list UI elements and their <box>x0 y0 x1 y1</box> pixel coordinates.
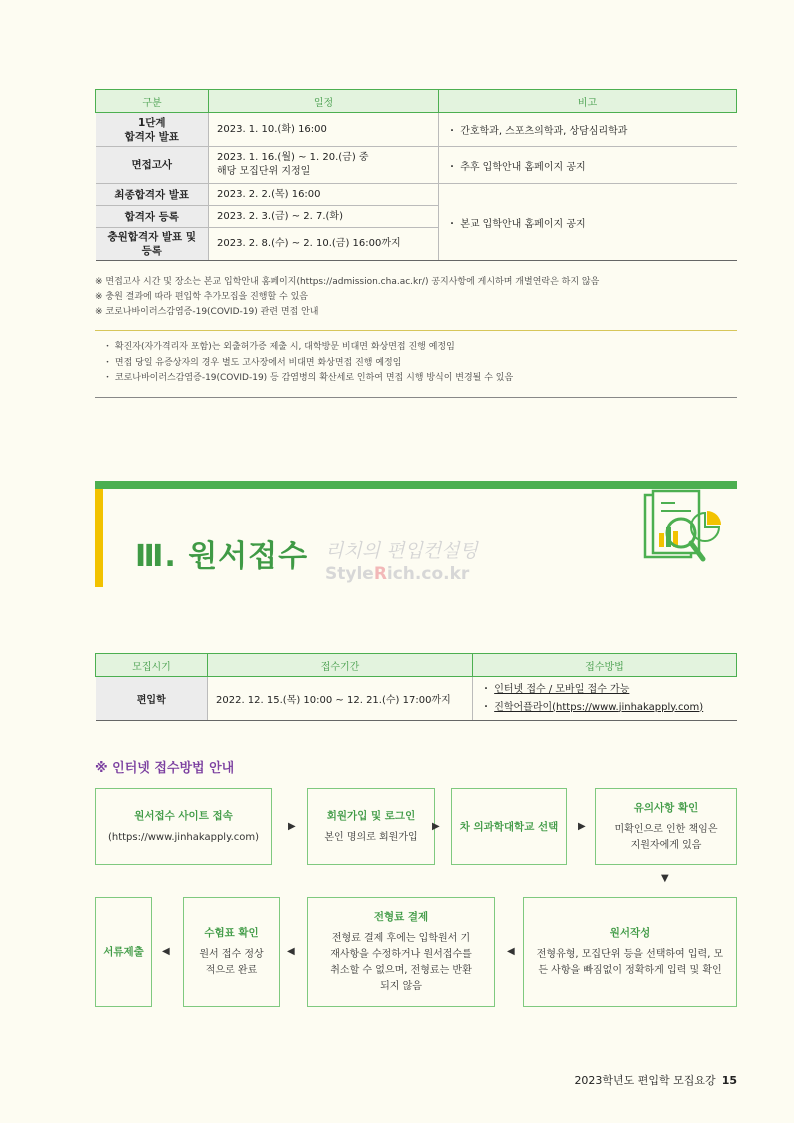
section-title: Ⅲ. 원서접수 <box>135 539 309 574</box>
flow-step-site-access: 원서접수 사이트 접속 (https://www.jinhakapply.com) <box>95 788 272 865</box>
table-row: 최종합격자 발표 2023. 2. 2.(목) 16:00 ・ 본교 입학안내 홈페이지 공지 <box>96 184 737 206</box>
header-period: 접수기간 <box>208 654 473 677</box>
flow-step-signup: 회원가입 및 로그인 본인 명의로 회원가입 <box>307 788 435 865</box>
covid-note: 면접 당일 유증상자의 경우 별도 고사장에서 비대면 화상면접 진행 예정임 <box>114 357 402 368</box>
flow-step-select-school: 차 의과학대학교 선택 <box>451 788 567 865</box>
page-footer <box>574 1072 737 1088</box>
row-label: 면접고사 <box>131 159 173 171</box>
row-date: 2023. 2. 3.(금) ~ 2. 7.(화) <box>217 210 343 222</box>
row-label: 합격자 등록 <box>124 210 179 223</box>
header-remarks: 비고 <box>439 90 737 113</box>
row-label: 최종합격자 발표 <box>114 188 190 201</box>
header-method: 접수방법 <box>473 654 737 677</box>
watermark-text: 리치의 편입컨설팅 <box>325 540 478 562</box>
reception-table <box>95 653 737 721</box>
arrow-right-icon: ▶ <box>432 821 440 832</box>
banner-left-bar <box>95 489 103 587</box>
reception-period: 2022. 12. 15.(목) 10:00 ~ 12. 21.(수) 17:00까지 <box>208 677 473 721</box>
method-item: 인터넷 접수 / 모바일 접수 가능 <box>494 683 630 695</box>
footer-text: 2023학년도 편입학 모집요강 <box>574 1074 716 1087</box>
arrow-left-icon: ◀ <box>162 946 170 957</box>
row-note: 간호학과, 스포츠의학과, 상담심리학과 <box>460 126 628 137</box>
page-number: 15 <box>721 1074 737 1087</box>
row-label: 등록 <box>141 245 162 257</box>
row-note: 본교 입학안내 홈페이지 공지 <box>460 218 586 230</box>
flow-title: ※ 인터넷 접수방법 안내 <box>95 761 235 776</box>
document-chart-icon <box>635 489 725 581</box>
arrow-left-icon: ◀ <box>287 946 295 957</box>
table-row: 1단계 합격자 발표 2023. 1. 10.(화) 16:00 ・ 간호학과, 스포츠의학과, 상담심리학과 <box>96 113 737 147</box>
arrow-down-icon: ▼ <box>661 873 669 884</box>
covid-note: 확진자(자가격리자 포함)는 외출허가증 제출 시, 대학방문 비대면 화상면접 진행 예정임 <box>114 342 455 352</box>
covid-note: 코로나바이러스감염증-19(COVID-19) 등 감염병의 확산세로 인하여 면접 시행 방식이 변경될 수 있음 <box>114 373 514 383</box>
row-label: 충원합격자 발표 및 <box>107 231 196 243</box>
note-line: ※ 면접고사 시간 및 장소는 본교 입학안내 홈페이지(https://admission.cha.ac.kr/) 공지사항에 게시하며 개별연락은 하지 않음 <box>95 277 600 287</box>
header-schedule: 일정 <box>209 90 439 113</box>
row-date: 2023. 1. 10.(화) 16:00 <box>217 123 327 135</box>
watermark-url: StyleRich.co.kr <box>325 564 470 584</box>
row-date: 2023. 2. 8.(수) ~ 2. 10.(금) 16:00까지 <box>217 238 401 249</box>
header-category: 구분 <box>96 90 209 113</box>
reception-label: 편입학 <box>96 677 208 721</box>
schedule-notes <box>95 275 599 320</box>
flow-step-documents: 서류제출 <box>95 897 152 1007</box>
flow-step-payment: 전형료 결제 전형료 결제 후에는 입학원서 기재사항을 수정하거나 원서접수를 취소할 수 없으며, 전형료는 반환되지 않음 <box>307 897 495 1007</box>
flow-step-notice: 유의사항 확인 미확인으로 인한 책임은 지원자에게 있음 <box>595 788 737 865</box>
row-date: 해당 모집단위 지정일 <box>217 166 311 177</box>
arrow-right-icon: ▶ <box>288 821 296 832</box>
banner-top-bar <box>95 481 737 489</box>
note-line: ※ 코로나바이러스감염증-19(COVID-19) 관련 면접 안내 <box>95 307 319 317</box>
table-row: 면접고사 2023. 1. 16.(월) ~ 1. 20.(금) 중 해당 모집단위 지정일 ・ 추후 입학안내 홈페이지 공지 <box>96 147 737 184</box>
schedule-table <box>95 89 737 261</box>
section-banner <box>95 481 737 587</box>
row-label: 합격자 발표 <box>124 130 179 143</box>
row-date: 2023. 2. 2.(목) 16:00 <box>217 188 321 200</box>
flow-step-application: 원서작성 전형유형, 모집단위 등을 선택하여 입력, 모든 사항을 빠짐없이 정확하게 입력 및 확인 <box>523 897 737 1007</box>
row-note: 추후 입학안내 홈페이지 공지 <box>460 161 586 173</box>
flow-step-ticket: 수험표 확인 원서 접수 정상적으로 완료 <box>183 897 280 1007</box>
row-date: 2023. 1. 16.(월) ~ 1. 20.(금) 중 <box>217 152 369 163</box>
header-period-type: 모집시기 <box>96 654 208 677</box>
note-line: ※ 충원 결과에 따라 편입학 추가모집을 진행할 수 있음 <box>95 292 309 302</box>
method-link[interactable]: 진학어플라이(https://www.jinhakapply.com) <box>494 701 704 713</box>
row-label: 1단계 <box>137 116 166 129</box>
arrow-right-icon: ▶ <box>578 821 586 832</box>
table-row: 편입학 2022. 12. 15.(목) 10:00 ~ 12. 21.(수) 17:00까지 ・ 인터넷 접수 / 모바일 접수 가능 ・ 진학어플라이(https://www.jinhakapply.com) <box>96 677 737 721</box>
covid-notes-box: ・ 확진자(자가격리자 포함)는 외출허가증 제출 시, 대학방문 비대면 화상면접 진행 예정임 ・ 면접 당일 유증상자의 경우 별도 고사장에서 비대면 화상면접 진행 예정임 ・ 코로나바이러스감염증-19(COVID-19) 등 감염병의 확산세로 인하여 면접 시행 방식이 변경될 수 있음 <box>95 330 737 398</box>
arrow-left-icon: ◀ <box>507 946 515 957</box>
